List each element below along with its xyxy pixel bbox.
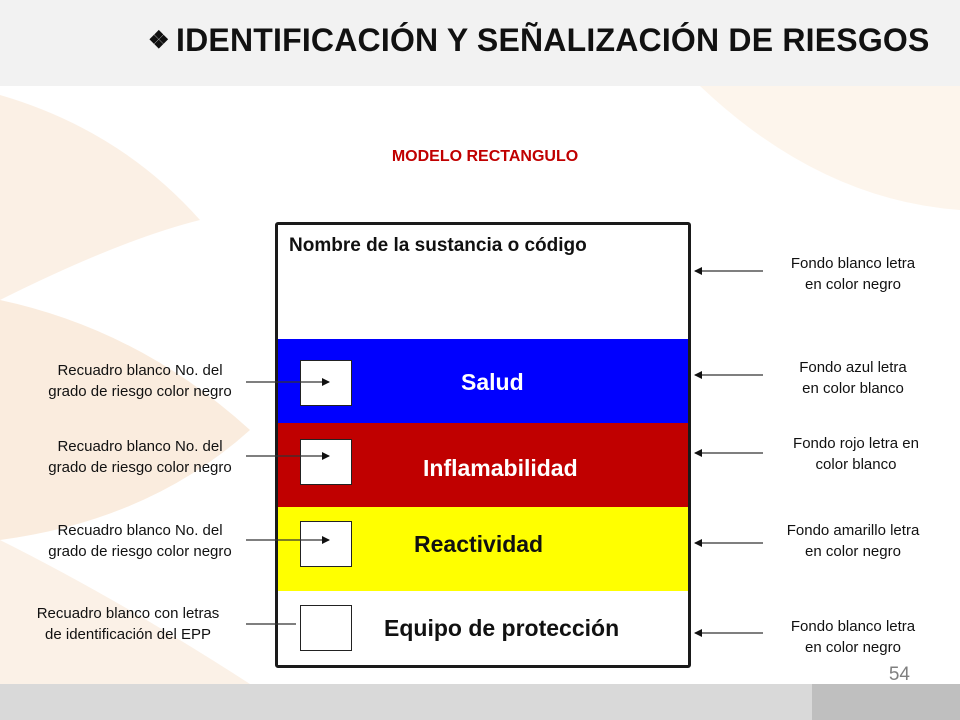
slide-title-text: IDENTIFICACIÓN Y SEÑALIZACIÓN DE RIESGOS — [176, 22, 930, 58]
reactividad-label: Reactividad — [414, 531, 544, 557]
right-note-inflamabilidad: Fondo rojo letra en color blanco — [793, 435, 919, 473]
right-note-name: Fondo blanco letra en color negro — [790, 255, 916, 293]
left-note-salud: Recuadro blanco No. del grado de riesgo color negro — [48, 362, 232, 400]
right-note-reactividad: Fondo amarillo letra en color negro — [786, 522, 920, 560]
footer-accent — [812, 684, 960, 720]
inflamabilidad-label: Inflamabilidad — [423, 455, 578, 481]
left-note-inflamabilidad: Recuadro blanco No. del grado de riesgo color negro — [48, 438, 232, 476]
right-note-epp: Fondo blanco letra en color negro — [790, 618, 916, 656]
name-label: Nombre de la sustancia o código — [289, 235, 587, 256]
epp-label: Equipo de protección — [384, 615, 620, 641]
page-number: 54 — [888, 664, 910, 685]
right-note-salud: Fondo azul letra en color blanco — [799, 359, 907, 397]
diagram-subtitle: MODELO RECTANGULO — [391, 148, 579, 165]
left-note-reactividad: Recuadro blanco No. del grado de riesgo color negro — [48, 522, 232, 560]
diamond-bullet-icon: ❖ — [148, 27, 170, 54]
salud-label: Salud — [461, 369, 524, 395]
left-note-epp: Recuadro blanco con letras de identificación del EPP — [36, 605, 220, 643]
